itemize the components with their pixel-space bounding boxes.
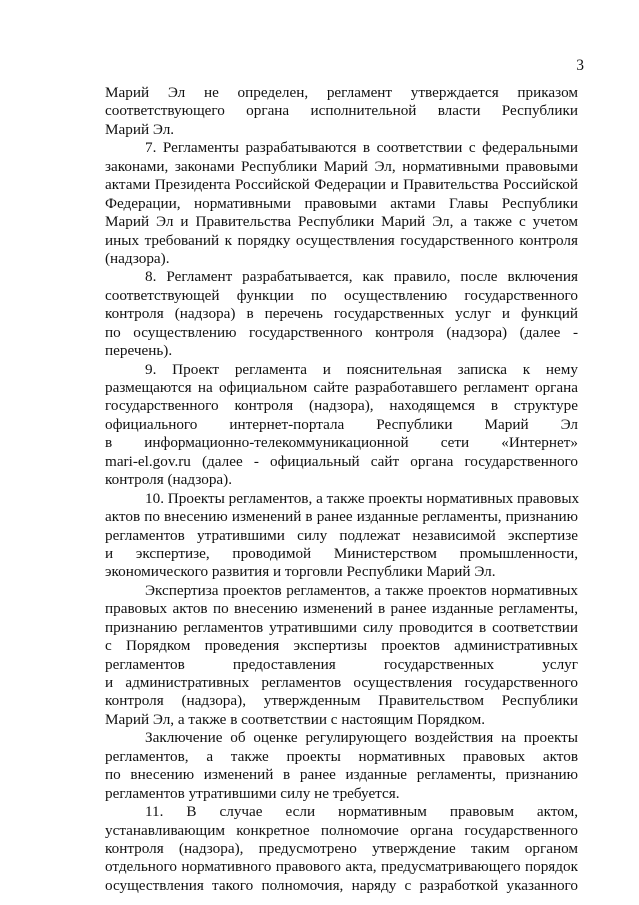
document-body bbox=[105, 84, 578, 895]
text-line: регламентов, а также проекты нормативных правовых актов bbox=[105, 747, 578, 765]
text-line: Марий Эл. bbox=[105, 120, 175, 138]
text-line: контроля (надзора), предусмотрено утверждение таким органом bbox=[105, 839, 578, 857]
text-line: размещаются на официальном сайте разработавшего регламент органа bbox=[105, 379, 578, 396]
text-line: 11. В случае если нормативным правовым актом, bbox=[145, 803, 578, 821]
text-line: признанию регламентов утратившими силу проводится в соответствии bbox=[105, 618, 578, 636]
text-line: 7. Регламенты разрабатываются в соответствии с федеральными bbox=[145, 139, 578, 157]
text-line: Марий Эл, а также в соответствии с настоящим Порядком. bbox=[105, 710, 486, 728]
text-line: регламентов утратившими силу подлежат независимой экспертизе bbox=[105, 526, 578, 544]
text-line: Федерации, нормативными правовыми актами Главы Республики bbox=[105, 194, 578, 212]
text-line: актами Президента Российской Федерации и Правительства Российской bbox=[105, 176, 578, 194]
text-line: перечень). bbox=[105, 342, 173, 360]
text-line: 10. Проекты регламентов, а также проекты нормативных правовых bbox=[145, 489, 580, 507]
text-line: устанавливающим конкретное полномочие органа государственного bbox=[105, 821, 578, 839]
text-line: соответствующего органа исполнительной власти Республики bbox=[105, 102, 578, 120]
text-line: осуществления такого полномочия, наряду с разработкой указанного bbox=[105, 876, 578, 894]
text-line: актов по внесению изменений в ранее изданные регламенты, признанию bbox=[105, 508, 578, 526]
text-line: 9. Проект регламента и пояснительная записка к нему bbox=[145, 360, 578, 378]
text-line: по осуществлению государственного контроля (надзора) (далее - bbox=[105, 323, 578, 341]
text-line: контроля (надзора) в перечень государственных услуг и функций bbox=[105, 305, 578, 323]
text-line: законами, законами Республики Марий Эл, нормативными правовыми bbox=[105, 157, 578, 175]
page-number: 3 bbox=[576, 57, 584, 74]
text-line: регламентов утратившими силу не требуется. bbox=[105, 784, 400, 802]
text-line: Марий Эл не определен, регламент утверждается приказом bbox=[105, 84, 578, 101]
text-line: контроля (надзора), утвержденным Правительством Республики bbox=[105, 692, 578, 710]
text-line: иных требований к порядку осуществления государственного контроля bbox=[105, 231, 578, 249]
text-line: контроля (надзора). bbox=[105, 471, 233, 489]
text-line: правовых актов по внесению изменений в ранее изданные регламенты, bbox=[105, 600, 578, 618]
text-line: Экспертиза проектов регламентов, а также проектов нормативных bbox=[145, 581, 578, 599]
text-line: экономического развития и торговли Республики Марий Эл. bbox=[105, 563, 496, 581]
text-line: mari-el.gov.ru (далее - официальный сайт органа государственного bbox=[105, 452, 578, 470]
text-line: и административных регламентов осуществления государственного bbox=[105, 674, 578, 691]
text-line: соответствующей функции по осуществлению государственного bbox=[105, 286, 578, 304]
text-line: и экспертизе, проводимой Министерством промышленности, bbox=[105, 544, 578, 562]
text-line: отдельного нормативного правового акта, предусматривающего порядок bbox=[105, 858, 578, 876]
text-line: государственного контроля (надзора), находящемся в структуре bbox=[105, 397, 578, 415]
text-line: Марий Эл и Правительства Республики Марий Эл, а также с учетом bbox=[105, 213, 578, 231]
text-line: (надзора). bbox=[105, 249, 170, 267]
text-line: в информационно-телекоммуникационной сети «Интернет» bbox=[105, 434, 578, 452]
text-line: 8. Регламент разрабатывается, как правило, после включения bbox=[145, 268, 578, 286]
text-line: официального интернет-портала Республики Марий Эл bbox=[105, 415, 578, 433]
text-line: по внесению изменений в ранее изданные регламенты, признанию bbox=[105, 766, 578, 784]
text-line: Заключение об оценке регулирующего воздействия на проекты bbox=[145, 729, 578, 747]
text-line: регламентов предоставления государственных услуг bbox=[105, 655, 578, 673]
text-line: с Порядком проведения экспертизы проектов административных bbox=[105, 637, 578, 655]
